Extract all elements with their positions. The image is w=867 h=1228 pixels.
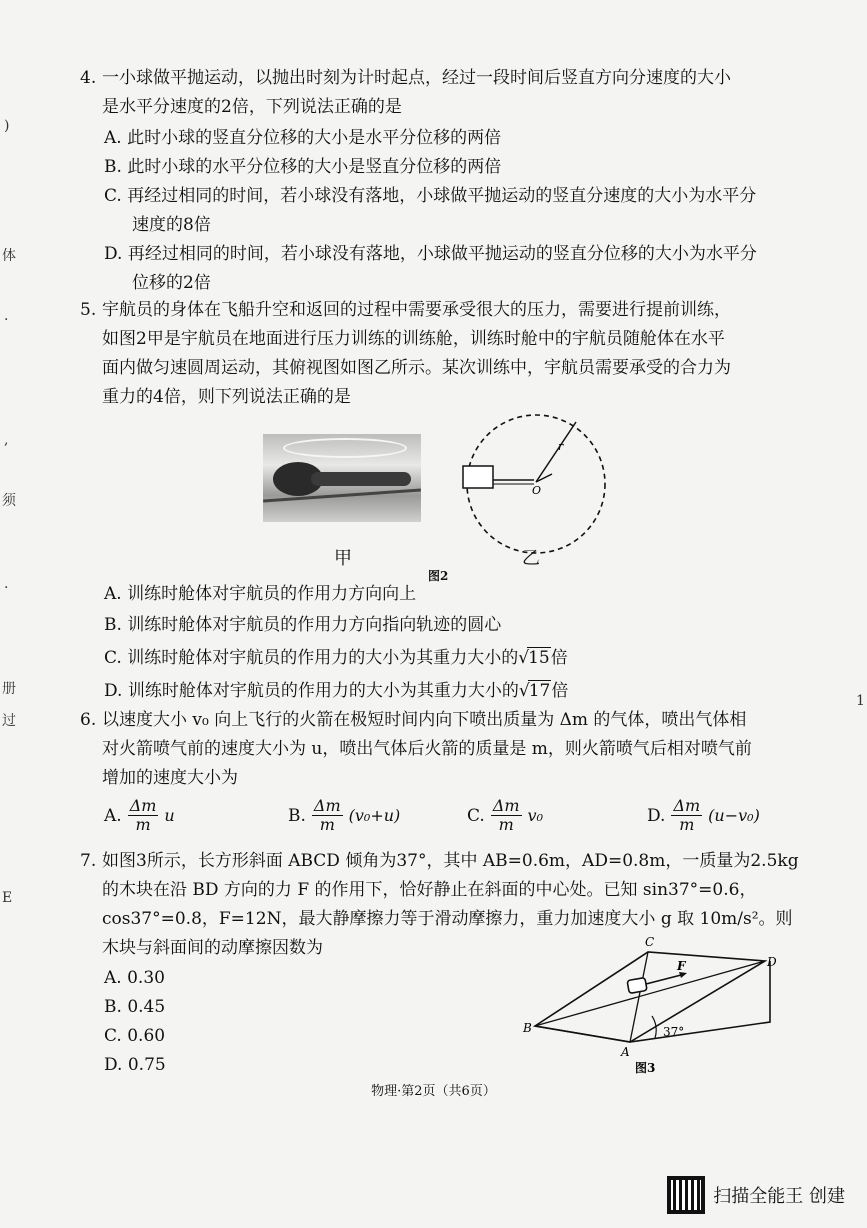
option-text: 0.75 [127,1055,166,1075]
option-text: 训练时舱体对宇航员的作用力的大小为其重力大小的 [127,648,519,668]
stem-line: 重力的4倍，则下列说法正确的是 [102,387,351,407]
option-label: A. [104,805,122,826]
question-6-option-c[interactable] [467,797,543,834]
qr-code-icon [667,1176,705,1214]
question-6-option-d[interactable] [647,797,760,834]
fraction-denominator: m [135,815,151,834]
option-text: 再经过相同的时间，若小球没有落地，小球做平抛运动的竖直分速度的大小为水平分 [127,186,757,206]
sqrt-value: 15 [528,648,550,668]
figure-2-caption: 图2 [428,569,449,583]
option-text-after: 倍 [551,681,569,701]
option-label: A. [104,584,122,604]
question-5-option-c[interactable] [104,644,568,673]
stem-line: 如图3所示，长方形斜面 ABCD 倾角为37°，其中 AB=0.6m，AD=0.8m，一质量为2.5kg [102,851,799,871]
question-number: 5. [80,300,97,320]
angle-label: 37° [663,1025,685,1039]
option-text: 此时小球的竖直分位移的大小是水平分位移的两倍 [127,128,502,148]
fraction-numerator: Δm [129,796,157,815]
stem-line: 对火箭喷气前的速度大小为 u，喷出气体后火箭的质量是 m，则火箭喷气后相对喷气前 [102,739,752,759]
margin-mark: 1 [856,693,865,709]
option-label: D. [104,244,123,264]
question-4-stem [80,64,800,122]
option-text: 训练时舱体对宇航员的作用力方向指向轨迹的圆心 [127,615,502,635]
figure-label-yi: 乙 [522,548,540,569]
option-text: 此时小球的水平分位移的大小是竖直分位移的两倍 [127,157,502,177]
sqrt-sign: √ [518,648,530,668]
option-text: 0.30 [127,968,165,988]
option-label: B. [104,615,122,635]
option-text-cont: 位移的2倍 [132,273,211,293]
fraction-numerator: Δm [492,796,520,815]
margin-mark: 体 [2,248,16,264]
question-7-option-a[interactable] [104,964,165,993]
question-7-option-d[interactable] [104,1051,166,1080]
sqrt-sign: √ [518,681,530,701]
margin-mark: , [4,432,9,448]
question-6-stem [80,706,800,793]
margin-mark: 须 [2,493,16,509]
vertex-label-d: D [767,955,777,969]
figure-3-caption: 图3 [635,1061,656,1075]
fraction-numerator: Δm [673,796,701,815]
question-4-option-d[interactable] [104,240,757,298]
stem-line: 如图2甲是宇航员在地面进行压力训练的训练舱，训练时舱中的宇航员随舱体在水平 [102,329,725,349]
option-label: D. [104,681,123,701]
option-text-cont: 速度的8倍 [132,215,211,235]
margin-mark: · [4,580,9,596]
vertex-label-b: B [523,1021,532,1035]
margin-mark: · [4,312,9,328]
fraction-tail: v₀ [527,806,543,825]
option-label: C. [104,186,122,206]
radius-label: r [558,440,564,453]
question-5-stem [80,296,800,412]
question-number: 6. [80,710,97,730]
option-label: D. [647,805,666,826]
watermark-text: 扫描全能王 创建 [713,1186,845,1207]
center-label: O [532,484,542,497]
stem-line: 面内做匀速圆周运动，其俯视图如图乙所示。某次训练中，宇航员需要承受的合力为 [102,358,731,378]
stem-line: 宇航员的身体在飞船升空和返回的过程中需要承受很大的压力，需要进行提前训练， [102,300,731,320]
vertex-label-a: A [621,1045,630,1059]
question-5-option-b[interactable] [104,611,501,640]
question-4-option-b[interactable] [104,153,501,182]
option-label: C. [104,1026,122,1046]
question-5-option-a[interactable] [104,580,416,609]
fraction-tail: u [164,806,175,825]
question-4-option-c[interactable] [104,182,756,240]
force-label: F [677,959,686,973]
fraction [312,797,343,834]
option-label: C. [467,805,485,826]
option-text: 0.60 [127,1026,166,1046]
margin-mark: E [2,890,13,906]
margin-mark: 册 [2,681,16,697]
incline-diagram [515,930,795,1078]
fraction [128,797,159,834]
margin-mark: ) [4,118,10,134]
question-6-option-b[interactable] [288,797,400,834]
question-number: 7. [80,851,97,871]
stem-line: 增加的速度大小为 [102,768,238,788]
option-label: A. [104,128,122,148]
option-text: 再经过相同的时间，若小球没有落地，小球做平抛运动的竖直分位移的大小为水平分 [127,244,757,264]
fraction-denominator: m [498,815,514,834]
figure-label-jia: 甲 [334,548,352,569]
fraction [491,797,522,834]
fraction-denominator: m [679,815,695,834]
option-label: A. [104,968,122,988]
stem-line: 的木块在沿 BD 方向的力 F 的作用下，恰好静止在斜面的中心处。已知 sin37°=0.6， [102,880,757,900]
option-text: 训练时舱体对宇航员的作用力的大小为其重力大小的 [127,681,519,701]
option-label: C. [104,648,122,668]
question-7-option-b[interactable] [104,993,165,1022]
stem-line: 以速度大小 v₀ 向上飞行的火箭在极短时间内向下喷出质量为 Δm 的气体，喷出气体相 [102,710,747,730]
fraction-denominator: m [319,815,335,834]
margin-mark: 过 [2,713,16,729]
stem-line: 是水平分速度的2倍，下列说法正确的是 [102,97,402,117]
scanner-watermark [667,1176,845,1214]
option-text: 0.45 [127,997,166,1017]
question-4-option-a[interactable] [104,124,501,153]
question-6-option-a[interactable] [104,797,175,834]
option-label: B. [288,805,306,826]
option-label: B. [104,157,122,177]
fraction [671,797,702,834]
stem-line: 木块与斜面间的动摩擦因数为 [102,938,323,958]
question-7-option-c[interactable] [104,1022,165,1051]
option-label: B. [104,997,122,1017]
training-cabin-photo [263,434,421,522]
question-5-option-d[interactable] [104,677,568,706]
option-text-after: 倍 [550,648,568,668]
page-footer: 物理·第2页（共6页） [371,1084,496,1099]
fraction-numerator: Δm [313,796,341,815]
option-label: D. [104,1055,123,1075]
stem-line: 一小球做平抛运动，以抛出时刻为计时起点，经过一段时间后竖直方向分速度的大小 [102,68,731,88]
stem-line: cos37°=0.8，F=12N，最大静摩擦力等于滑动摩擦力，重力加速度大小 g 取 10m/s²。则 [102,909,793,929]
fraction-tail: (u−v₀) [708,806,760,825]
option-text: 训练时舱体对宇航员的作用力方向向上 [127,584,417,604]
vertex-label-c: C [645,935,655,949]
question-number: 4. [80,68,97,88]
fraction-tail: (v₀+u) [348,806,401,825]
sqrt-value: 17 [528,681,551,701]
